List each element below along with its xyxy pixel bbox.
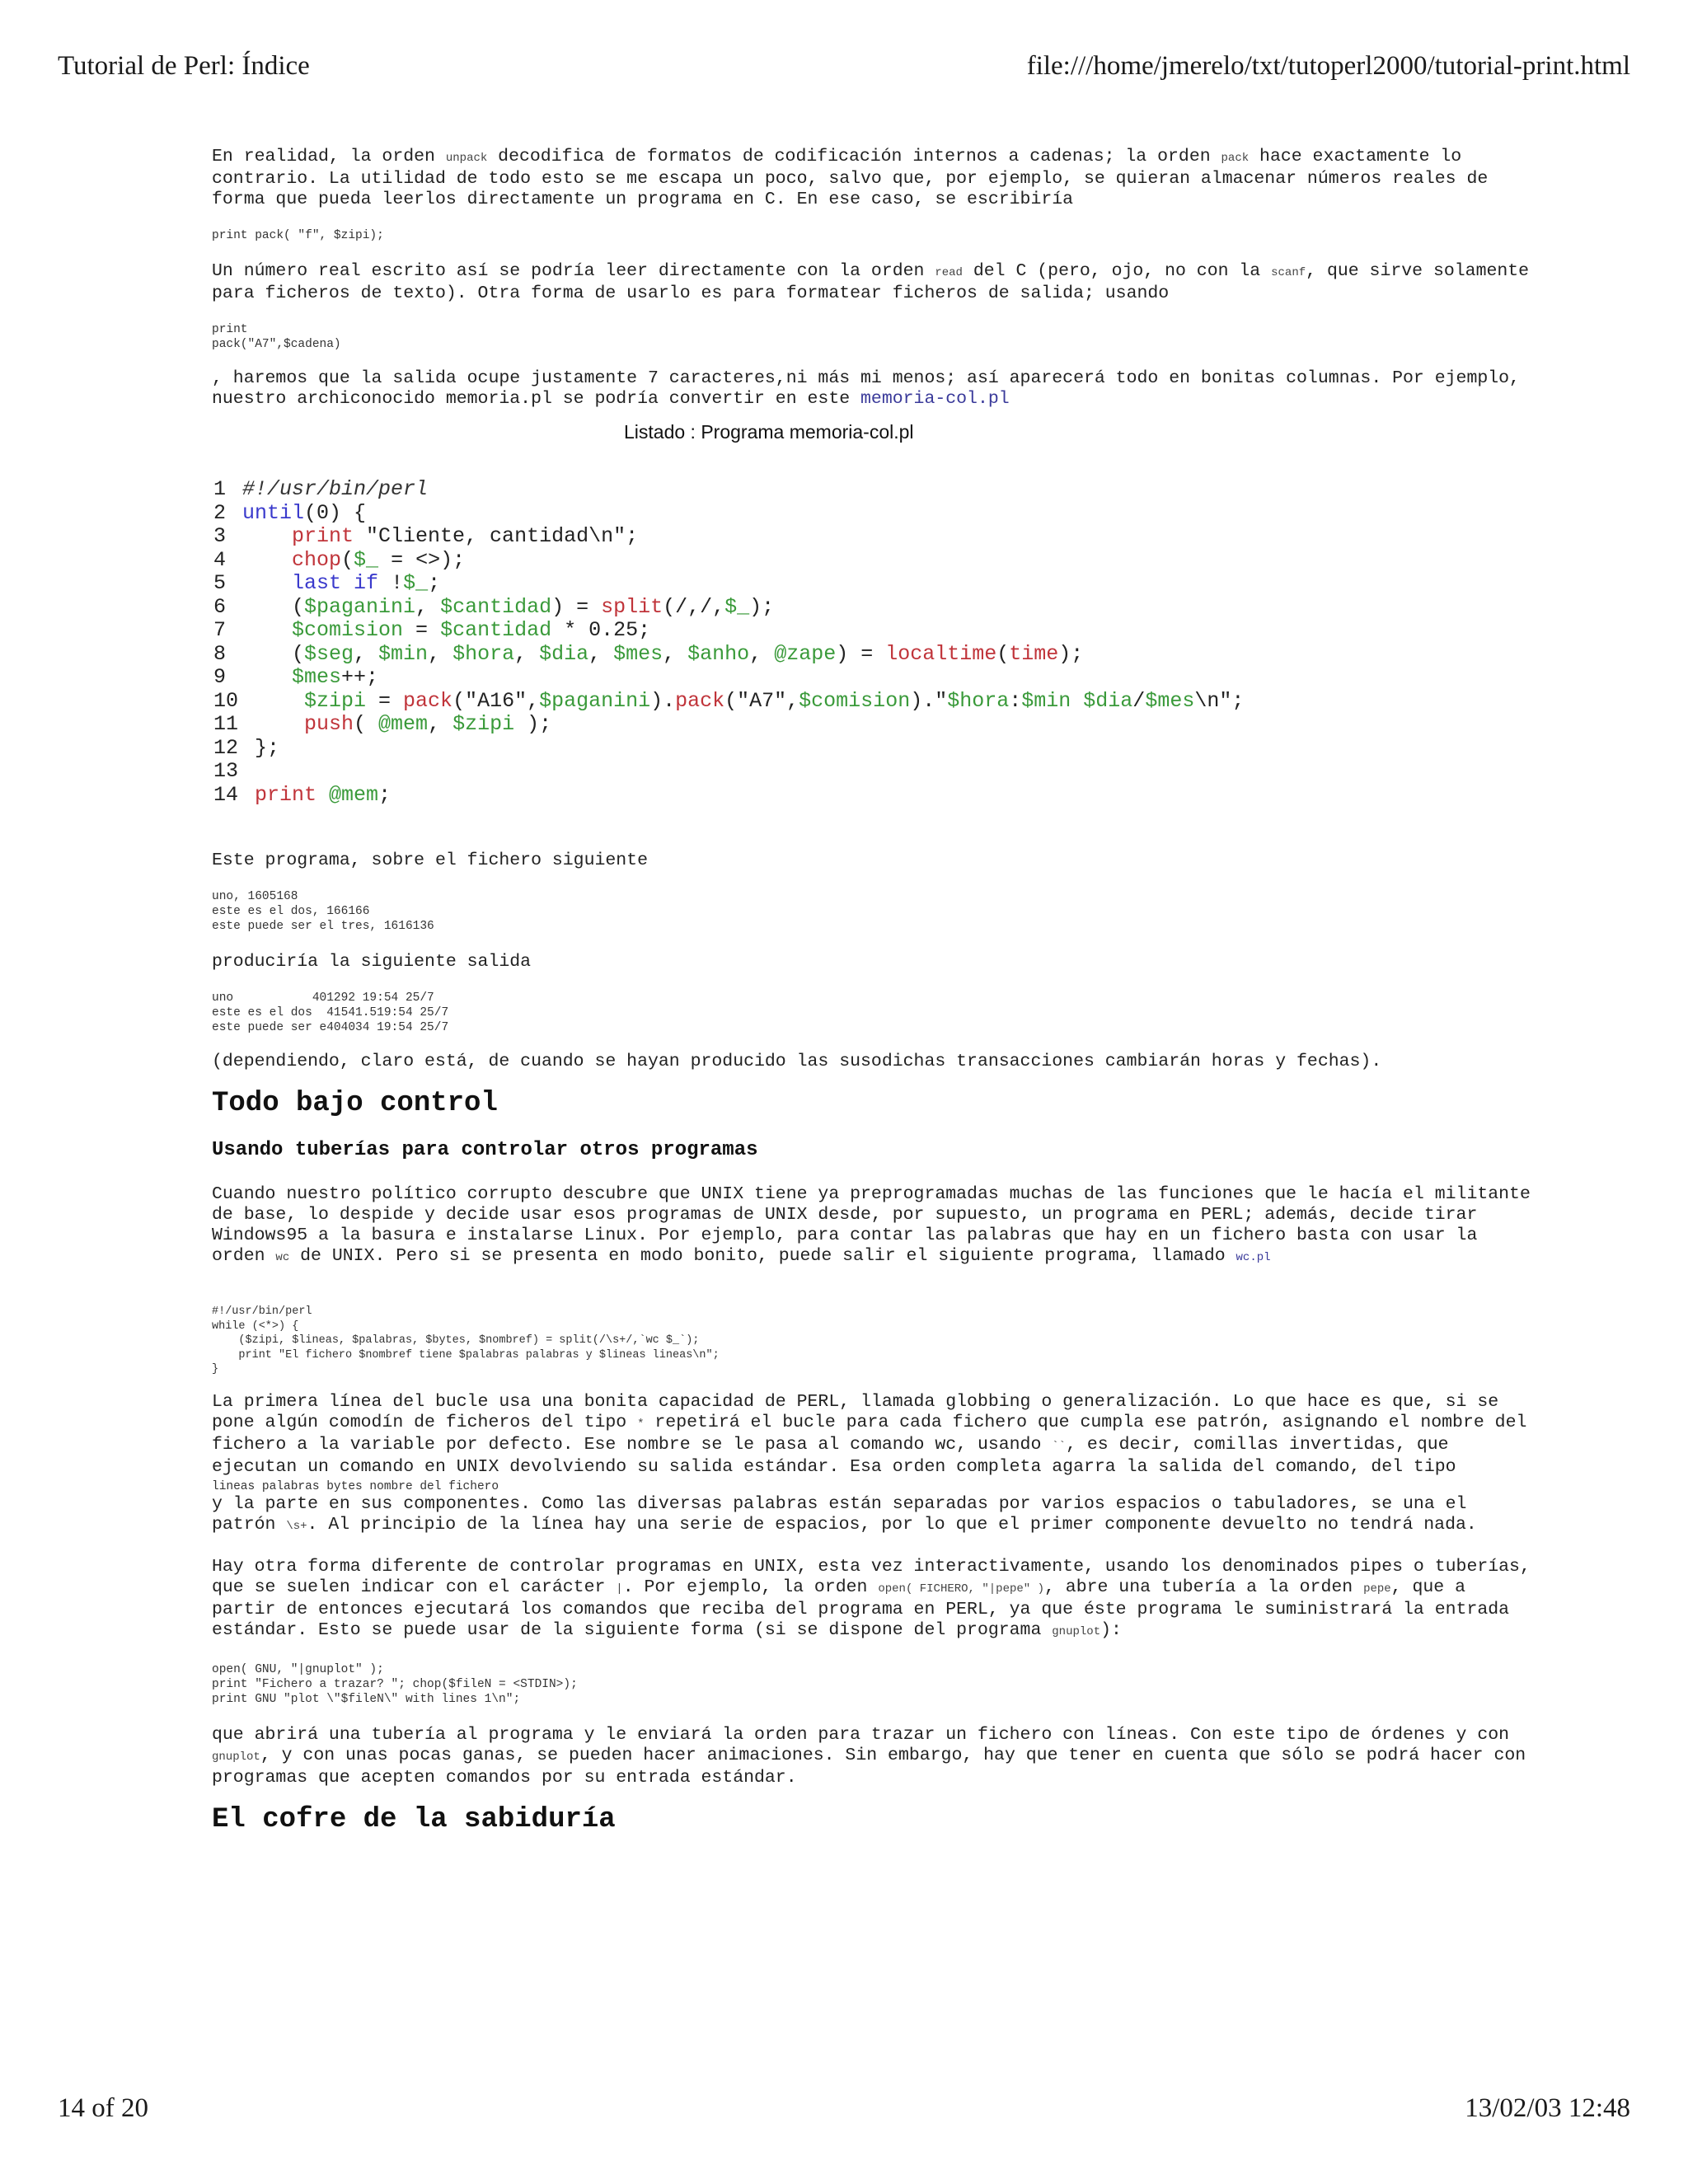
code-pack-a7: print pack("A7",$cadena) [212, 323, 341, 351]
heading-todo-bajo-control: Todo bajo control [212, 1088, 498, 1119]
code-input-file: uno, 1605168 este es el dos, 166166 este puede ser el tres, 1616136 [212, 890, 434, 933]
listing-code: #!/usr/bin/perl until(0) { print "Cliente, cantidad\n"; chop($_ = <>); last if !$_; ($paganini, $cantidad) = split(/,/,$_); $comision = $cantidad * 0.25; ($seg, $min, $hora, $dia, $mes, $anho, @zape) = localtime(time); $mes++; $zipi = pack("A16",$paganini).pack("A7",$comision)."$hora:$min $dia/$mes\n"; push( @mem, $zipi ); }; print @mem; [242, 477, 1245, 807]
page-footer-number: 14 of 20 [58, 2093, 148, 2123]
page-header-url: file:///home/jmerelo/txt/tutoperl2000/tutorial-print.html [1026, 51, 1630, 81]
paragraph-columns: , haremos que la salida ocupe justamente 7 caracteres,ni más mi menos; así aparecerá todo en bonitas columnas. Por ejemplo, nuestro archiconocido memoria.pl se podría convertir en este memoria-col.pl [212, 368, 1520, 409]
paragraph-read: Un número real escrito así se podría leer directamente con la orden read del C (pero, ojo, no con la scanf, que sirve solamente para ficheros de texto). Otra forma de usarlo es para formatear ficheros de salida; usando [212, 261, 1530, 303]
paragraph-animaciones: que abrirá una tubería al programa y le enviará la orden para trazar un fichero con líneas. Con este tipo de órdenes y con gnuplot, y con unas pocas ganas, se pueden hacer animaciones. Sin embargo, hay que tener en cuenta que sólo se podrá hacer con programas que acepten comandos por su entrada estándar. [212, 1724, 1526, 1788]
code-wc-output-format: lineas palabras bytes nombre del fichero [212, 1479, 499, 1493]
paragraph-este-programa: Este programa, sobre el fichero siguiente [212, 851, 648, 870]
memoria-col-link[interactable]: memoria-col.pl [860, 389, 1010, 409]
heading-usando-tuberias: Usando tuberías para controlar otros programas [212, 1139, 758, 1161]
paragraph-produciria: produciría la siguiente salida [212, 952, 532, 972]
paragraph-componentes: y la parte en sus componentes. Como las diversas palabras están separadas por varios espacios o tabuladores, se una el patrón \s+. Al principio de la línea hay una serie de espacios, por lo que el primer componente devuelto no tendrá nada. [212, 1493, 1477, 1535]
paragraph-unpack: En realidad, la orden unpack decodifica de formatos de codificación internos a cadenas; la orden pack hace exactamente lo contrario. La utilidad de todo esto se me escapa un poco, salvo que, por ejemplo, se quieran almacenar números reales de forma que pueda leerlos directamente un programa en C. En ese caso, se escribiría [212, 147, 1489, 209]
code-output: uno 401292 19:54 25/7 este es el dos 41541.519:54 25/7 este puede ser e404034 19:54 25/7 [212, 991, 449, 1034]
listing-line-numbers: 1 2 3 4 5 6 7 8 9 10 11 12 13 14 [213, 477, 239, 807]
heading-cofre-sabiduria: El cofre de la sabiduría [212, 1803, 616, 1835]
page-footer-datetime: 13/02/03 12:48 [1465, 2093, 1630, 2123]
paragraph-globbing: La primera línea del bucle usa una bonita capacidad de PERL, llamada globbing o generalización. Lo que hace es que, si se pone algún comodín de ficheros del tipo * repetirá el bucle para cada fichero que cumpla ese patrón, asignando el nombre del fichero a la variable por defecto. Ese nombre se le pasa al comando wc, usando ``, es decir, comillas invertidas, que ejecutan un comando en UNIX devolviendo su salida estándar. Esa orden completa agarra la salida del comando, del tipo [212, 1391, 1527, 1477]
code-gnuplot: open( GNU, "|gnuplot" ); print "Fichero a trazar? "; chop($fileN = <STDIN>); print GNU "plot \"$fileN\" with lines 1\n"; [212, 1662, 578, 1706]
code-print-pack: print pack( "f", $zipi); [212, 229, 384, 242]
code-listing [212, 478, 1531, 808]
listing-caption: Listado : Programa memoria-col.pl [624, 421, 914, 443]
wc-pl-link[interactable]: wc.pl [1236, 1251, 1271, 1264]
code-wc-pl: #!/usr/bin/perl while (<*>) { ($zipi, $lineas, $palabras, $bytes, $nombref) = split(/\s+/,`wc $_`); print "El fichero $nombref tiene $palabras palabras y $lineas lineas\n"; } [212, 1305, 720, 1376]
paragraph-dependiendo: (dependiendo, claro está, de cuando se hayan producido las susodichas transacciones cambiarán horas y fechas). [212, 1052, 1382, 1071]
paragraph-pipes: Hay otra forma diferente de controlar programas en UNIX, esta vez interactivamente, usando los denominados pipes o tuberías, que se suelen indicar con el carácter |. Por ejemplo, la orden open( FICHERO, "|pepe" ), abre una tubería a la orden pepe, que a partir de entonces ejecutará los comandos que reciba del programa en PERL, ya que éste programa le suministrará la entrada estándar. Esto se puede usar de la siguiente forma (si se dispone del programa gnuplot): [212, 1556, 1531, 1640]
document-body [212, 147, 1531, 1836]
paragraph-politico: Cuando nuestro político corrupto descubre que UNIX tiene ya preprogramadas muchas de las funciones que le hacía el militante de base, lo despide y decide usar esos programas de UNIX desde, por supuesto, un programa en PERL; además, decide tirar Windows95 a la basura e instalarse Linux. Por ejemplo, para contar las palabras que hay en un fichero basta con usar la orden wc de UNIX. Pero si se presenta en modo bonito, puede salir el siguiente programa, llamado wc.pl [212, 1184, 1531, 1266]
page-header-title: Tutorial de Perl: Índice [58, 51, 310, 81]
